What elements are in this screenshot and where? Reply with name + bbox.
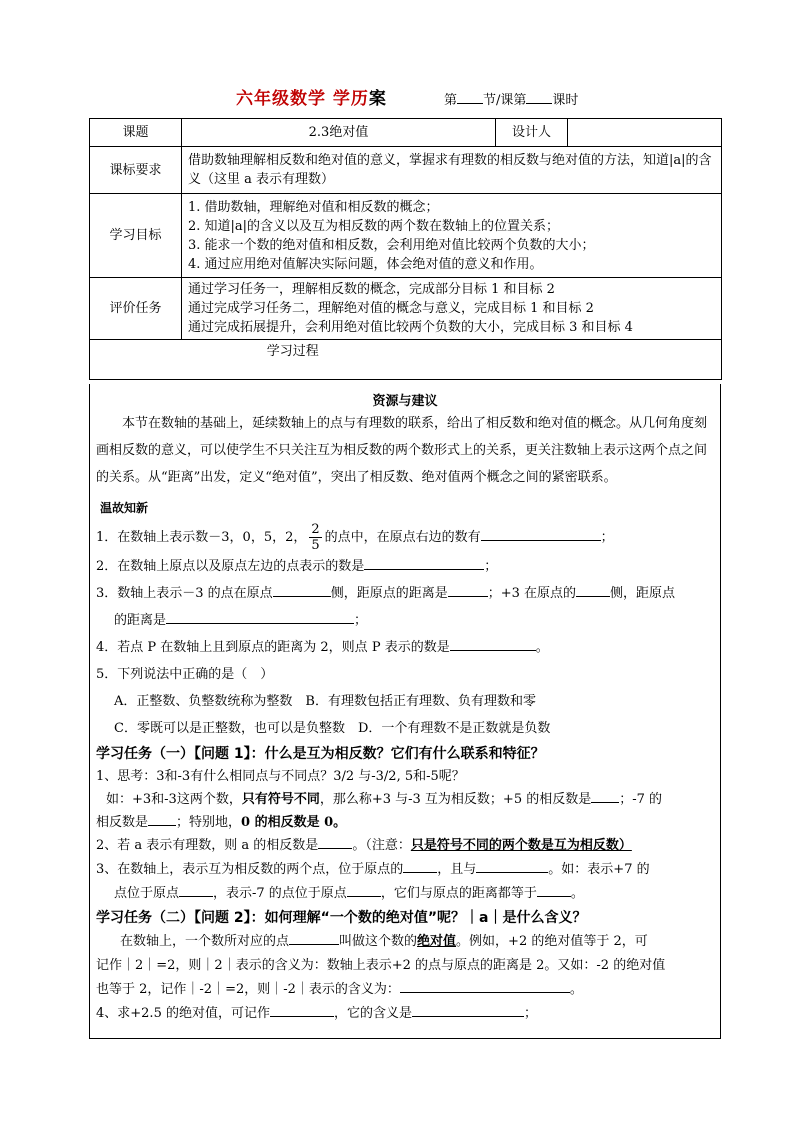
lesson-plan-table <box>89 118 722 380</box>
t1-3-c: 。如：表示+7 的 <box>548 862 650 877</box>
eval-item: 通过完成学习任务二，理解绝对值的概念与意义，完成目标 1 和目标 2 <box>188 301 594 316</box>
t1-ex-f: ；特别地， <box>176 815 242 830</box>
page-title <box>236 84 387 109</box>
t1-3-blank-3[interactable] <box>179 882 213 897</box>
fraction-two-fifths <box>309 522 321 553</box>
title-an: 案 <box>368 89 387 109</box>
t1-ex-d: ；-7 的 <box>619 792 663 807</box>
t1-blank-1[interactable] <box>591 788 619 803</box>
task1-q3-cont <box>96 882 714 906</box>
resources-title: 资源与建议 <box>372 394 438 409</box>
q4-end: 。 <box>535 640 549 655</box>
lesson-label-b: 节/课第 <box>483 93 527 108</box>
goal-item: 1. 借助数轴，理解绝对值和相反数的概念； <box>188 199 439 215</box>
task1-heading: 学习任务（一）【问题 1】：什么是互为相反数？它们有什么联系和特征？ <box>96 746 545 762</box>
q5-options-cd: C．零既可以是正整数，也可以是负整数 D．一个有理数不是正数就是负数 <box>114 721 551 736</box>
t1-3-end: 。 <box>570 886 584 901</box>
t1-ex-e: 相反数是 <box>96 815 149 830</box>
review-q5: 5．下列说法中正确的是（ ） <box>96 667 274 682</box>
t1-3-e: ，表示-7 的点位于原点 <box>213 886 347 901</box>
section-blank[interactable] <box>457 89 483 104</box>
t1-ex-g: 0 的相反数是 0。 <box>241 815 347 830</box>
eval-item: 通过完成拓展提升，会利用绝对值比较两个负数的大小，完成目标 3 和目标 4 <box>188 320 633 335</box>
q4-answer-blank[interactable] <box>450 636 536 651</box>
t4-b: ，它的含义是 <box>333 1006 412 1021</box>
q3-blank-2[interactable] <box>448 582 488 597</box>
eval-item: 通过学习任务一，理解相反数的概念，完成部分目标 1 和目标 2 <box>188 282 555 297</box>
review-q1 <box>96 522 714 553</box>
intro-paragraph: 本节在数轴的基础上，延续数轴上的点与有理数的联系，给出了相反数和绝对值的概念。从几何角度刻画相反数的意义，可以使学生不只关注互为相反数的两个数形式上的关系，更关注数轴上表示这两个点之间的关系。从“距离”出发，定义“绝对值”，突出了相反数、绝对值两个概念之间的紧密联系。 <box>96 416 708 485</box>
task2-q4 <box>96 1002 714 1026</box>
q1-text-a: 1．在数轴上表示数－3，0，5，2， <box>96 530 307 545</box>
q3-blank-3[interactable] <box>576 582 610 597</box>
review-q3 <box>96 580 714 607</box>
goals-label: 学习目标 <box>90 194 182 278</box>
standard-value: 借助数轴理解相反数和绝对值的意义，掌握求有理数的相反数与绝对值的方法，知道|a|的含义（这里 a 表示有理数） <box>182 147 722 194</box>
q1-end: ； <box>600 530 614 545</box>
t2-blank-1[interactable] <box>289 930 339 945</box>
t1-ex-a: 如：+3和-3这两个数， <box>106 792 242 807</box>
period-blank[interactable] <box>526 89 552 104</box>
task2-heading: 学习任务（二）【问题 2】：如何理解“一个数的绝对值”呢？｜a｜是什么含义？ <box>96 910 587 926</box>
q3-end: ； <box>354 613 368 628</box>
q3-text-b: 侧，距原点的距离是 <box>330 586 448 601</box>
designer-label: 设计人 <box>496 119 568 147</box>
t1-ex-b: 只有符号不同 <box>241 792 320 807</box>
t2-blank-2[interactable] <box>400 978 570 993</box>
q3-text-a: 3．数轴上表示－3 的点在原点 <box>96 586 273 601</box>
t4-end: ； <box>524 1006 538 1021</box>
title-grade: 六年级 <box>236 89 290 109</box>
task1-example <box>96 788 714 811</box>
q3-text-e: 的距离是 <box>114 613 167 628</box>
q3-blank-1[interactable] <box>273 582 331 597</box>
t1-2-c: 只是符号不同的两个数是互为相反数） <box>410 838 632 853</box>
t1-blank-2[interactable] <box>148 811 176 826</box>
t4-a: 4、求+2.5 的绝对值，可记作 <box>96 1006 270 1021</box>
t1-3-d: 点位于原点 <box>114 886 180 901</box>
review-title: 温故知新 <box>100 501 149 515</box>
title-space <box>326 89 333 109</box>
t1-3-blank-2[interactable] <box>476 858 548 873</box>
goal-item: 2. 知道|a|的含义以及互为相反数的两个数在数轴上的位置关系； <box>188 218 560 234</box>
t2-d: 。例如，+2 的绝对值等于 2，可 <box>456 934 648 949</box>
task1-example-cont <box>96 811 714 834</box>
review-q3-cont <box>96 607 714 634</box>
goal-item: 4. 通过应用绝对值解决实际问题，体会绝对值的意义和作用。 <box>188 256 543 272</box>
q1-answer-blank[interactable] <box>481 526 601 541</box>
t2-b: 叫做这个数的 <box>339 934 418 949</box>
designer-value[interactable] <box>568 119 722 147</box>
t1-3-blank-4[interactable] <box>347 882 381 897</box>
task1-q2 <box>96 834 714 858</box>
task2-para-3 <box>96 978 714 1002</box>
task1-q1: 1、思考：3和-3有什么相同点与不同点？3/2 与-3/2, 5和-5呢？ <box>96 769 465 784</box>
eval-list <box>182 278 722 340</box>
t2-c: 绝对值 <box>417 934 457 949</box>
goal-item: 3. 能求一个数的绝对值和相反数，会利用绝对值比较两个负数的大小； <box>188 237 595 253</box>
t4-blank-2[interactable] <box>412 1002 524 1017</box>
title-subject: 数学 <box>290 89 326 109</box>
t1-3-blank-1[interactable] <box>403 858 437 873</box>
q1-text-b: 的点中，在原点右边的数有 <box>324 530 481 545</box>
fraction-numerator: 2 <box>311 522 320 537</box>
task1-q3 <box>96 858 714 882</box>
fraction-denominator: 5 <box>311 538 320 553</box>
learning-process <box>89 384 721 1039</box>
q3-text-c: ；+3 在原点的 <box>487 586 576 601</box>
q5-options-ab: A．正整数、负整数统称为整数 B．有理数包括正有理数、负有理数和零 <box>114 694 536 709</box>
q3-blank-4[interactable] <box>166 609 354 624</box>
t1-ex-c: ，那么称+3 与-3 互为相反数；+5 的相反数是 <box>319 792 592 807</box>
review-q4 <box>96 634 714 661</box>
t1-3-a: 3、在数轴上，表示互为相反数的两个点，位于原点的 <box>96 862 404 877</box>
process-spacer <box>496 340 722 380</box>
eval-label: 评价任务 <box>90 278 182 340</box>
t2-end: 。 <box>569 982 583 997</box>
title-xueli: 学历 <box>332 89 369 109</box>
q2-answer-blank[interactable] <box>364 555 484 570</box>
lesson-label-c: 课时 <box>552 93 579 108</box>
lesson-label-a: 第 <box>444 93 458 108</box>
lesson-info <box>444 89 578 108</box>
goals-list <box>182 194 722 278</box>
topic-value: 2.3绝对值 <box>182 119 496 147</box>
q4-text: 4．若点 P 在数轴上且到原点的距离为 2，则点 P 表示的数是 <box>96 640 450 655</box>
task2-para-2: 记作｜2｜=2，则｜2｜表示的含义为：数轴上表示+2 的点与原点的距离是 2。又如：-2 的绝对值 <box>96 958 666 973</box>
t1-2-blank[interactable] <box>318 834 352 849</box>
t1-3-b: ，且与 <box>437 862 477 877</box>
t1-2-b: 。（注意： <box>352 838 411 853</box>
t1-3-blank-5[interactable] <box>537 882 571 897</box>
q2-end: ； <box>484 559 498 574</box>
t1-3-f: ，它们与原点的距离都等于 <box>380 886 537 901</box>
topic-label: 课题 <box>90 119 182 147</box>
process-label: 学习过程 <box>90 340 496 380</box>
page-header <box>0 84 794 110</box>
t2-f: 也等于 2，记作｜-2｜=2，则｜-2｜表示的含义为： <box>96 982 400 997</box>
task2-para <box>96 930 714 954</box>
t2-a: 在数轴上，一个数所对应的点 <box>120 934 290 949</box>
q2-text: 2．在数轴上原点以及原点左边的点表示的数是 <box>96 559 365 574</box>
t1-2-a: 2、若 a 表示有理数，则 a 的相反数是 <box>96 838 319 853</box>
review-q2 <box>96 553 714 580</box>
q3-text-d: 侧，距原点 <box>610 586 676 601</box>
standard-label: 课标要求 <box>90 147 182 194</box>
t4-blank-1[interactable] <box>270 1002 334 1017</box>
